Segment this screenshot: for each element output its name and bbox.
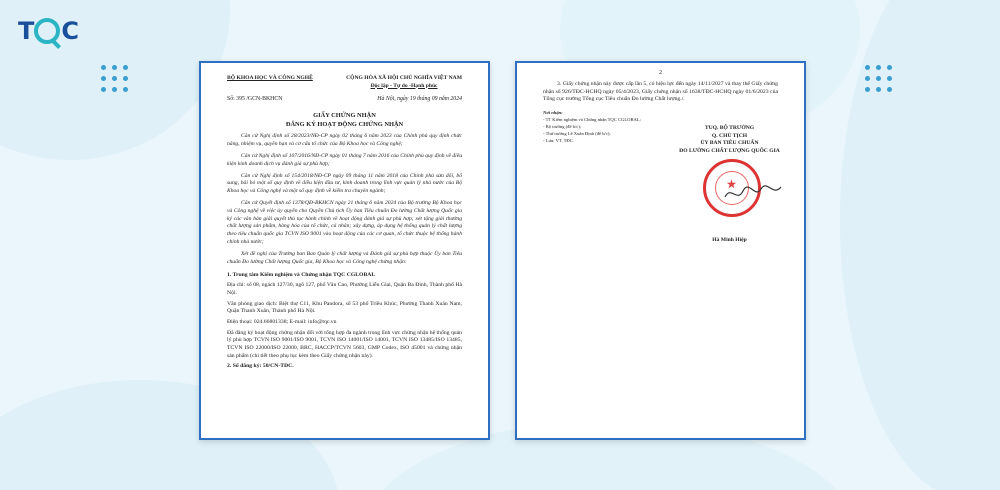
sign-title-3: ỦY BAN TIÊU CHUẨN: [700, 140, 759, 147]
title-line-1: GIẤY CHỨNG NHẬN: [313, 111, 376, 119]
recipients-block: [543, 110, 653, 144]
logo-letter-q-icon: [34, 18, 60, 44]
org-office: Văn phòng giao dịch: Biệt thự C11, Khu Pandora, số 53 phố Triều Khúc, Phường Thanh Xuân Nam, Quận Thanh Xuân, Thành phố Hà Nội.: [227, 300, 462, 315]
page-number: 2: [659, 70, 662, 76]
certificate-page-1: [199, 61, 490, 440]
org-phone: Điện thoại: 024.66801338; E-mail: info@tqc.vn: [227, 319, 337, 326]
sign-title-4: ĐO LƯỜNG CHẤT LƯỢNG QUỐC GIA: [679, 147, 780, 154]
dots-decoration: [865, 65, 892, 92]
handwritten-signature-icon: [723, 181, 783, 205]
legal-basis-paragraph: Căn cứ Nghị định số 28/2023/NĐ-CP ngày 02 tháng 6 năm 2023 của Chính phủ quy định chức năng, nhiệm vụ, quyền hạn và cơ cấu tổ chức của Bộ Khoa học và Công nghệ;: [227, 133, 462, 148]
tqc-logo[interactable]: [18, 16, 88, 46]
registration-number: 2. Số đăng ký: 50/CN-TĐC.: [227, 363, 294, 370]
validity-paragraph: 3. Giấy chứng nhận này được cấp lần 5, có hiệu lực đến ngày 14/11/2027 và thay thế Giấy chứng nhận số 926/TĐC-HCHQ ngày 05/4/2023, Giấy chứng nhận số 1638/TĐC-HCHQ ngày 01/6/2023 của Tổng cục trưởng Tổng cục Tiêu chuẩn Đo lường Chất lượng./.: [543, 81, 778, 103]
recipient-item: - Bộ trưởng (để b/c);: [543, 123, 582, 129]
org-address: Địa chỉ: số 08, ngách 127/30, ngõ 127, phố Văn Cao, Phường Liễu Giai, Quận Ba Đình, Thành phố Hà Nội.: [227, 282, 462, 296]
document-number: Số: 395 /GCN-BKHCN: [227, 96, 283, 103]
document-header: [227, 75, 462, 90]
sign-title-1: TUQ. BỘ TRƯỞNG: [704, 125, 755, 131]
motto: Độc lập - Tự do -Hạnh phúc: [370, 82, 438, 89]
document-title: [227, 112, 462, 129]
legal-basis-paragraph: Căn cứ Nghị định số 154/2018/NĐ-CP ngày 09 tháng 11 năm 2018 của Chính phủ sửa đổi, bổ sung, bãi bỏ một số quy định về điều kiện đầu tư, kinh doanh trong lĩnh vực quản lý nhà nước của Bộ Khoa học và Công nghệ và một số quy định về kiểm tra chuyên ngành;: [227, 172, 462, 195]
sign-title-2: Q. CHỦ TỊCH: [711, 132, 748, 139]
legal-basis-paragraph: Căn cứ Nghị định số 107/2016/NĐ-CP ngày 01 tháng 7 năm 2016 của Chính phủ quy định về điều kiện kinh doanh dịch vụ đánh giá sự phù hợp;: [227, 152, 462, 167]
recipient-item: - TT Kiểm nghiệm và Chứng nhận TQC CGLOBAL;: [543, 117, 641, 123]
official-seal-icon: [695, 159, 765, 229]
bg-blob: [840, 0, 1000, 490]
logo-letter-c: C: [61, 17, 78, 45]
legal-basis-paragraph: Xét đề nghị của Trưởng ban Ban Quản lý chất lượng và Đánh giá sự phù hợp thuộc Ủy ban Tiêu chuẩn Đo lường Chất lượng Quốc gia, Bộ Khoa học và Công nghệ chứng nhận:: [227, 250, 462, 265]
signature-block: [667, 125, 792, 245]
recipient-item: - Lưu: VT, TĐC.: [543, 137, 574, 143]
title-line-2: ĐĂNG KÝ HOẠT ĐỘNG CHỨNG NHẬN: [285, 120, 404, 128]
org-scope: Đã đăng ký hoạt động chứng nhận đối với tổng hợp đa ngành trong lĩnh vực chứng nhận hệ thống quản lý phù hợp TCVN ISO 9001/ISO 9001, TCVN ISO 14001/ISO 14001, TCVN ISO 13485/ISO 13485, TCVN ISO 22000/ISO 22000, BRC, HACCP/TCVN 5603, GMP Codex, ISO 45001 và chứng nhận sản phẩm (chi tiết theo phụ lục kèm theo Giấy chứng nhận này).: [227, 329, 462, 359]
dots-decoration: [101, 65, 128, 92]
recipients-label: Nơi nhận:: [543, 110, 563, 116]
logo-letter-t: T: [18, 17, 34, 45]
document-number-row: [227, 96, 462, 104]
legal-basis-paragraph: Căn cứ Quyết định số 1378/QĐ-BKHCN ngày 21 tháng 6 năm 2024 của Bộ trưởng Bộ Khoa học và Công nghệ về việc ủy quyền cho Quyền Chủ tịch Ủy ban Tiêu chuẩn Đo lường Chất lượng Quốc gia ký các văn bản giải quyết thủ tục hành chính về hoạt động đánh giá sự phù hợp; xét tặng giải thưởng chất lượng sản phẩm, hàng hóa của tổ chức, cá nhân; xây dựng, áp dụng hệ thống quản lý chất lượng theo tiêu chuẩn quốc gia TCVN ISO 9001 vào hoạt động của các cơ quan, tổ chức thuộc hệ thống hành chính nhà nước;: [227, 199, 462, 246]
republic-name: CỘNG HÒA XÃ HỘI CHỦ NGHĨA VIỆT NAM: [346, 75, 462, 81]
recipient-item: - Thứ trưởng Lê Xuân Định (để b/c);: [543, 130, 611, 136]
certified-org-section: [227, 272, 462, 372]
document-date: Hà Nội, ngày 19 tháng 09 năm 2024: [377, 96, 462, 103]
org-heading: 1. Trung tâm Kiểm nghiệm và Chứng nhận TQC CGLOBAL: [227, 271, 376, 278]
ministry-name: BỘ KHOA HỌC VÀ CÔNG NGHỆ: [227, 75, 313, 81]
signer-name: Hà Minh Hiệp: [712, 237, 747, 244]
certificate-page-2: [515, 61, 806, 440]
